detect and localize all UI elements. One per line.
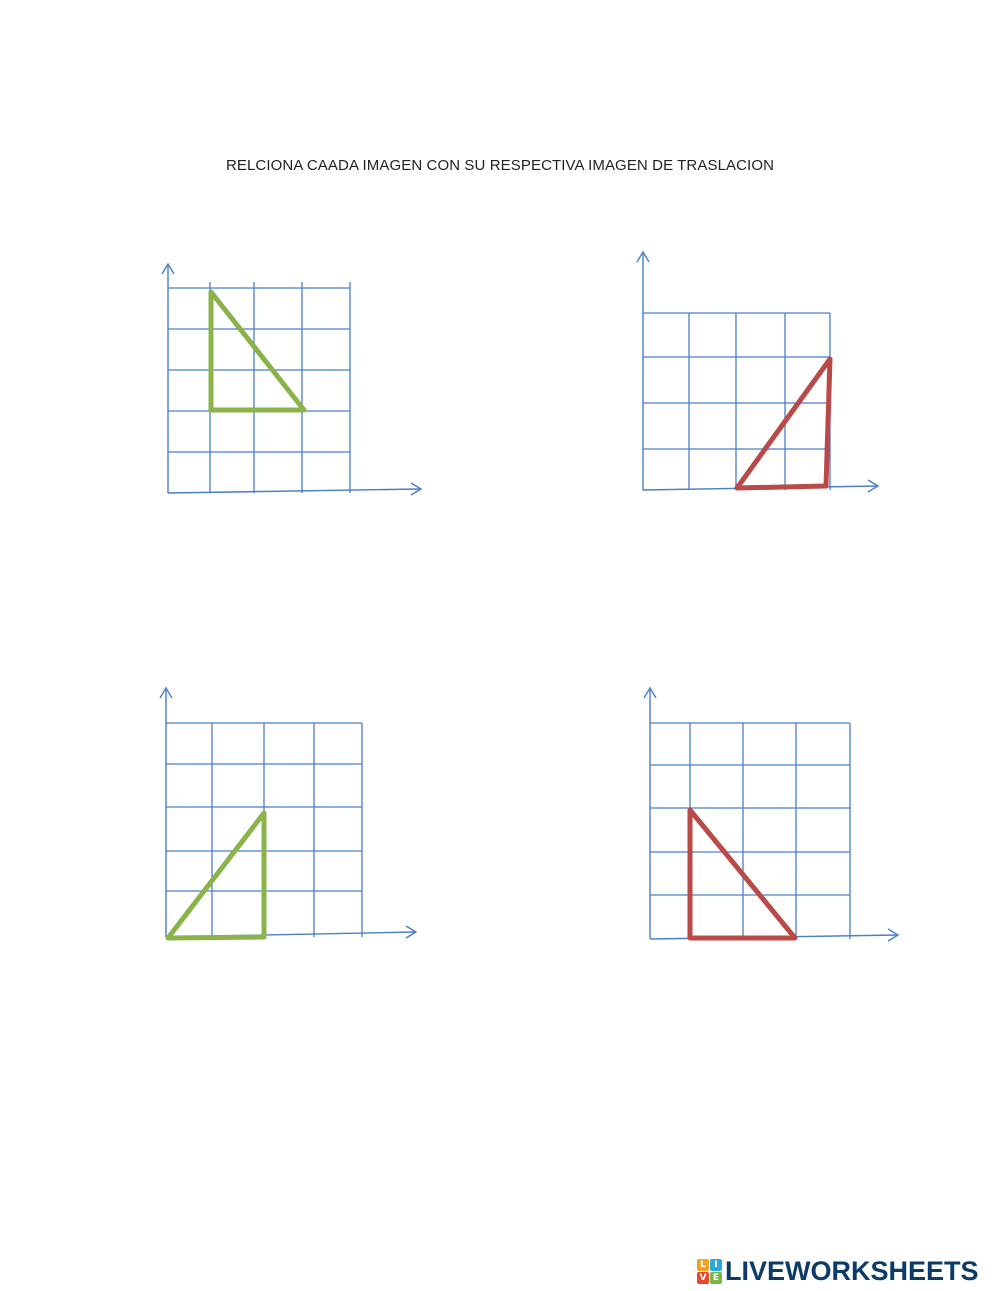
worksheet-title: RELCIONA CAADA IMAGEN CON SU RESPECTIVA IMAGEN DE TRASLACION xyxy=(225,157,775,174)
logo-badge-letter: I xyxy=(710,1259,722,1271)
axes-top-left xyxy=(162,264,421,495)
logo-badge-letter: L xyxy=(697,1259,709,1271)
logo-badge-icon xyxy=(697,1259,722,1284)
grid-top-left xyxy=(168,282,350,493)
green-triangle-bottom-left xyxy=(168,813,264,938)
logo-badge-letter: E xyxy=(710,1272,722,1284)
logo-badge-letter: V xyxy=(697,1272,709,1284)
green-triangle-top-left xyxy=(211,292,304,410)
axes-bottom-right xyxy=(644,688,898,941)
red-triangle-top-right xyxy=(737,359,830,488)
grid-bottom-right xyxy=(650,723,850,939)
logo-text: LIVEWORKSHEETS xyxy=(725,1255,979,1286)
liveworksheets-logo xyxy=(697,1253,979,1289)
